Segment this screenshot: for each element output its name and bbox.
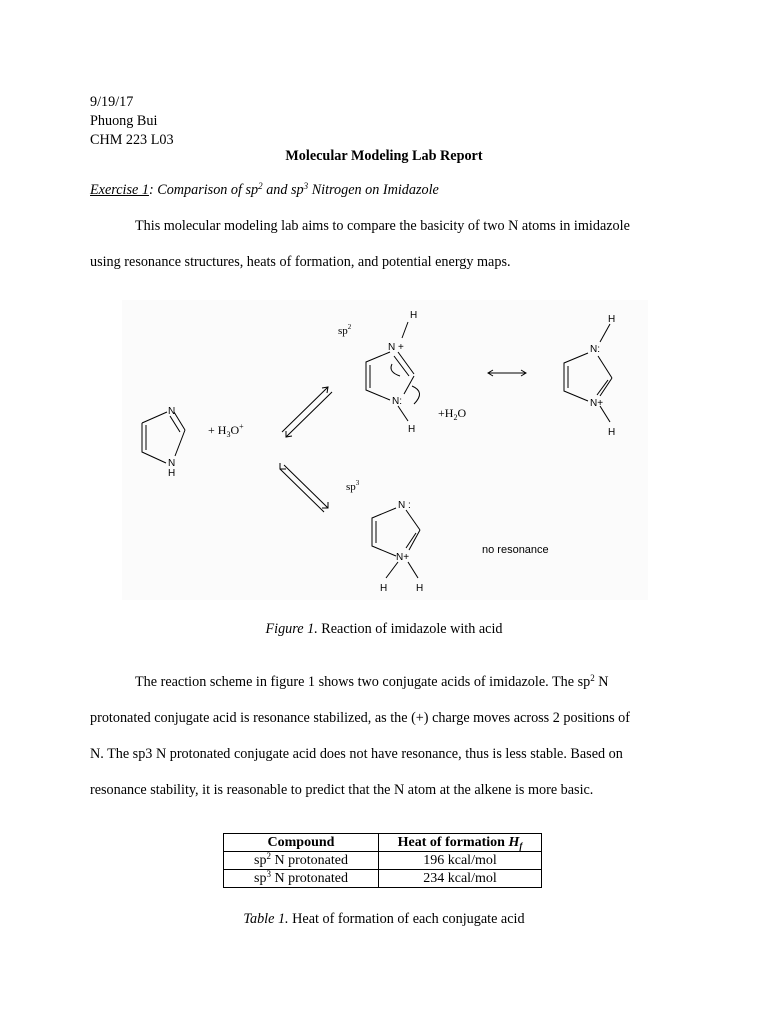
sp3-protonated-imidazolium bbox=[372, 508, 420, 578]
figure-caption-text: Reaction of imidazole with acid bbox=[317, 621, 503, 637]
reactant-n-bottom: N bbox=[168, 458, 176, 469]
table-header-row bbox=[224, 834, 542, 852]
course: CHM 223 L03 bbox=[90, 132, 174, 148]
reaction-scheme-figure bbox=[122, 300, 648, 600]
discussion-paragraph bbox=[90, 674, 680, 818]
figure-caption-label: Figure 1. bbox=[265, 621, 318, 637]
page-title: Molecular Modeling Lab Report bbox=[285, 148, 483, 164]
table-cell-value: 234 kcal/mol bbox=[379, 870, 542, 888]
discussion-line-4: resonance stability, it is reasonable to predict that the N atom at the alkene is more basic. bbox=[90, 782, 594, 798]
label-sp3: $sp^3$ bbox=[346, 479, 360, 493]
table-cell-value: 196 kcal/mol bbox=[379, 852, 542, 870]
res-h-top: H bbox=[608, 314, 616, 325]
label-sp2: $sp^2$ bbox=[338, 323, 352, 337]
sp2-n-plus: N + bbox=[388, 342, 404, 353]
exercise-text-a: : Comparison of sp bbox=[148, 182, 259, 198]
exercise-text-c: Nitrogen on Imidazole bbox=[308, 182, 439, 198]
exercise-label: Exercise 1 bbox=[90, 182, 149, 198]
sp3-n-lone: N : bbox=[398, 500, 411, 511]
document-header bbox=[90, 94, 174, 151]
table-row bbox=[224, 852, 542, 870]
sp3-n-plus: N+ bbox=[396, 552, 410, 563]
no-resonance-label: no resonance bbox=[482, 544, 549, 556]
table-cell-compound: $sp^2$ N protonated bbox=[224, 852, 379, 870]
reactant-n-top: N bbox=[168, 406, 176, 417]
intro-line-2: using resonance structures, heats of formation, and potential energy maps. bbox=[90, 254, 511, 270]
water-label: $+H_2O$ bbox=[438, 406, 467, 422]
discussion-line-3: N. The sp3 N protonated conjugate acid does not have resonance, thus is less stable. Based on bbox=[90, 746, 623, 762]
sp2-h-top: H bbox=[410, 310, 418, 321]
table-cell-compound: $sp^3$ N protonated bbox=[224, 870, 379, 888]
sp3-h-right: H bbox=[416, 583, 424, 594]
exercise-text-b: and sp bbox=[262, 182, 304, 198]
table-caption-label: Table 1. bbox=[243, 911, 289, 927]
table-row bbox=[224, 870, 542, 888]
table-header-compound: Compound bbox=[224, 834, 379, 852]
exercise-sup-b: 3 bbox=[303, 181, 309, 191]
sp3-h-left: H bbox=[380, 583, 388, 594]
exercise-heading bbox=[90, 182, 439, 200]
discussion-line-2: protonated conjugate acid is resonance stabilized, as the (+) charge moves across 2 positions of bbox=[90, 710, 630, 726]
table-caption-text: Heat of formation of each conjugate acid bbox=[288, 911, 525, 927]
imidazole-reactant bbox=[142, 412, 185, 463]
equilibrium-arrow-sp3 bbox=[280, 463, 328, 512]
equilibrium-arrow-sp2 bbox=[282, 387, 332, 437]
reagent-label: + $H_3O^+$ bbox=[208, 422, 244, 439]
res-h-bottom: H bbox=[608, 427, 616, 438]
sp2-h-bottom: H bbox=[408, 424, 416, 435]
resonance-arrow bbox=[488, 370, 526, 376]
table-caption bbox=[0, 911, 768, 929]
date: 9/19/17 bbox=[90, 94, 134, 110]
heat-of-formation-table bbox=[223, 833, 542, 888]
table-header-heat: Heat of formation $H_f$ bbox=[379, 834, 542, 852]
sp2-n-lone: N: bbox=[392, 396, 402, 407]
author: Phuong Bui bbox=[90, 113, 158, 129]
resonance-structure bbox=[564, 324, 612, 422]
intro-paragraph bbox=[90, 218, 680, 290]
discussion-line-1: The reaction scheme in figure 1 shows two conjugate acids of imidazole. The $sp^2$ N bbox=[135, 673, 609, 690]
res-n-plus: N+ bbox=[590, 398, 604, 409]
exercise-sup-a: 2 bbox=[258, 181, 263, 191]
figure-caption bbox=[0, 621, 768, 639]
res-n-lone: N: bbox=[590, 344, 600, 355]
intro-line-1: This molecular modeling lab aims to compare the basicity of two N atoms in imidazole bbox=[135, 218, 630, 234]
reactant-h: H bbox=[168, 468, 176, 479]
